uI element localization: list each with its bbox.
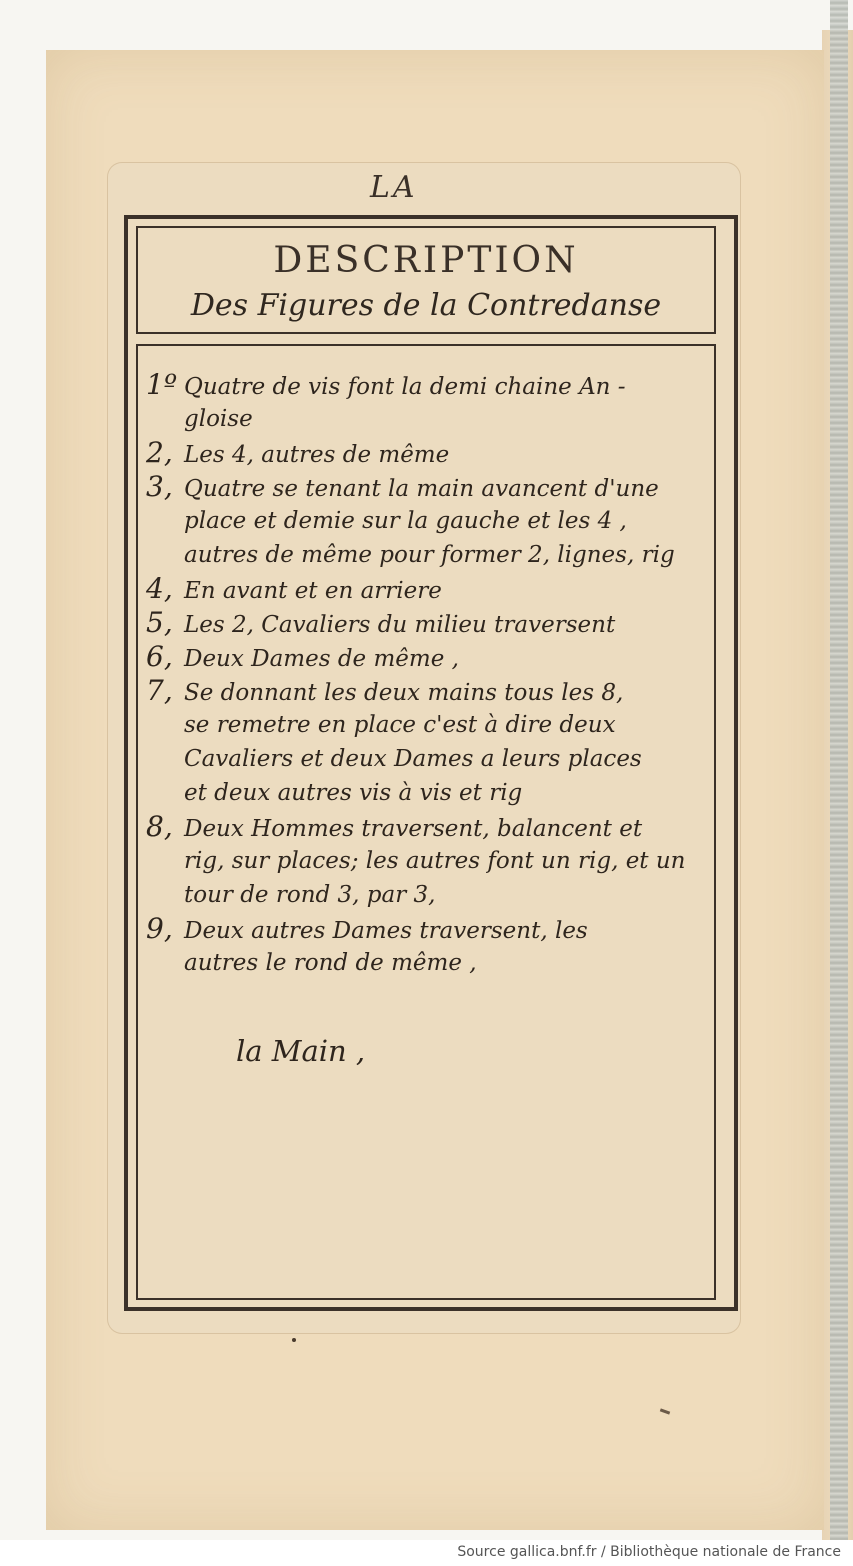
figure-text: tour de rond 3, par 3, [184,882,436,908]
figure-line [146,572,726,606]
ink-dot [292,1338,296,1342]
figure-text: gloise [184,406,253,432]
figure-text: se remetre en place c'est à dire deux [184,712,616,738]
figure-text: Deux Dames de même , [184,646,459,672]
figure-text: autres le rond de même , [184,950,477,976]
figure-line [146,674,726,708]
figure-text: Deux Hommes traversent, balancent et [184,816,643,842]
figure-number: 3, [146,470,173,503]
figure-line [146,776,726,810]
title-box [136,226,716,334]
figure-number: 6, [146,640,173,673]
figure-line [146,606,726,640]
figures-list [146,368,726,980]
figure-number: 7, [146,674,173,707]
footer-bar [0,1540,853,1566]
figure-text: Quatre se tenant la main avancent d'une [184,476,659,502]
figure-number: 2, [146,436,173,469]
figure-line [146,810,726,844]
figure-text: rig, sur places; les autres font un rig, et un [184,848,686,874]
figure-line [146,368,726,402]
figure-text: Quatre de vis font la demi chaine An - [184,374,626,400]
figure-number: 9, [146,912,173,945]
binding-ribbon [830,0,848,1540]
figure-number: 1º [146,368,177,401]
figure-text: autres de même pour former 2, lignes, rig [184,542,675,568]
figure-number: 5, [146,606,173,639]
figure-line [146,878,726,912]
figure-text: En avant et en arriere [184,578,442,604]
figure-text: Deux autres Dames traversent, les [184,918,588,944]
page-subtitle: Des Figures de la Contredanse [190,288,662,323]
figure-line [146,504,726,538]
figure-line [146,844,726,878]
figure-number: 4, [146,572,173,605]
figure-line [146,538,726,572]
source-credit: Source gallica.bnf.fr / Bibliothèque nationale de France [457,1544,841,1560]
figure-line [146,708,726,742]
catchword: LA [370,170,418,205]
figure-text: place et demie sur la gauche et les 4 , [184,508,627,534]
figure-text: Les 2, Cavaliers du milieu traversent [184,612,616,638]
figure-text: Cavaliers et deux Dames a leurs places [184,746,642,772]
figure-line [146,742,726,776]
figure-line [146,436,726,470]
figure-text: et deux autres vis à vis et rig [184,780,523,806]
page-title: DESCRIPTION [273,240,579,281]
figure-number: 8, [146,810,173,843]
figure-line [146,640,726,674]
figure-line [146,470,726,504]
figure-line [146,946,726,980]
signoff-text: la Main , [236,1034,366,1068]
figure-text: Se donnant les deux mains tous les 8, [184,680,624,706]
figure-line [146,912,726,946]
figure-text: Les 4, autres de même [184,442,450,468]
figure-line [146,402,726,436]
